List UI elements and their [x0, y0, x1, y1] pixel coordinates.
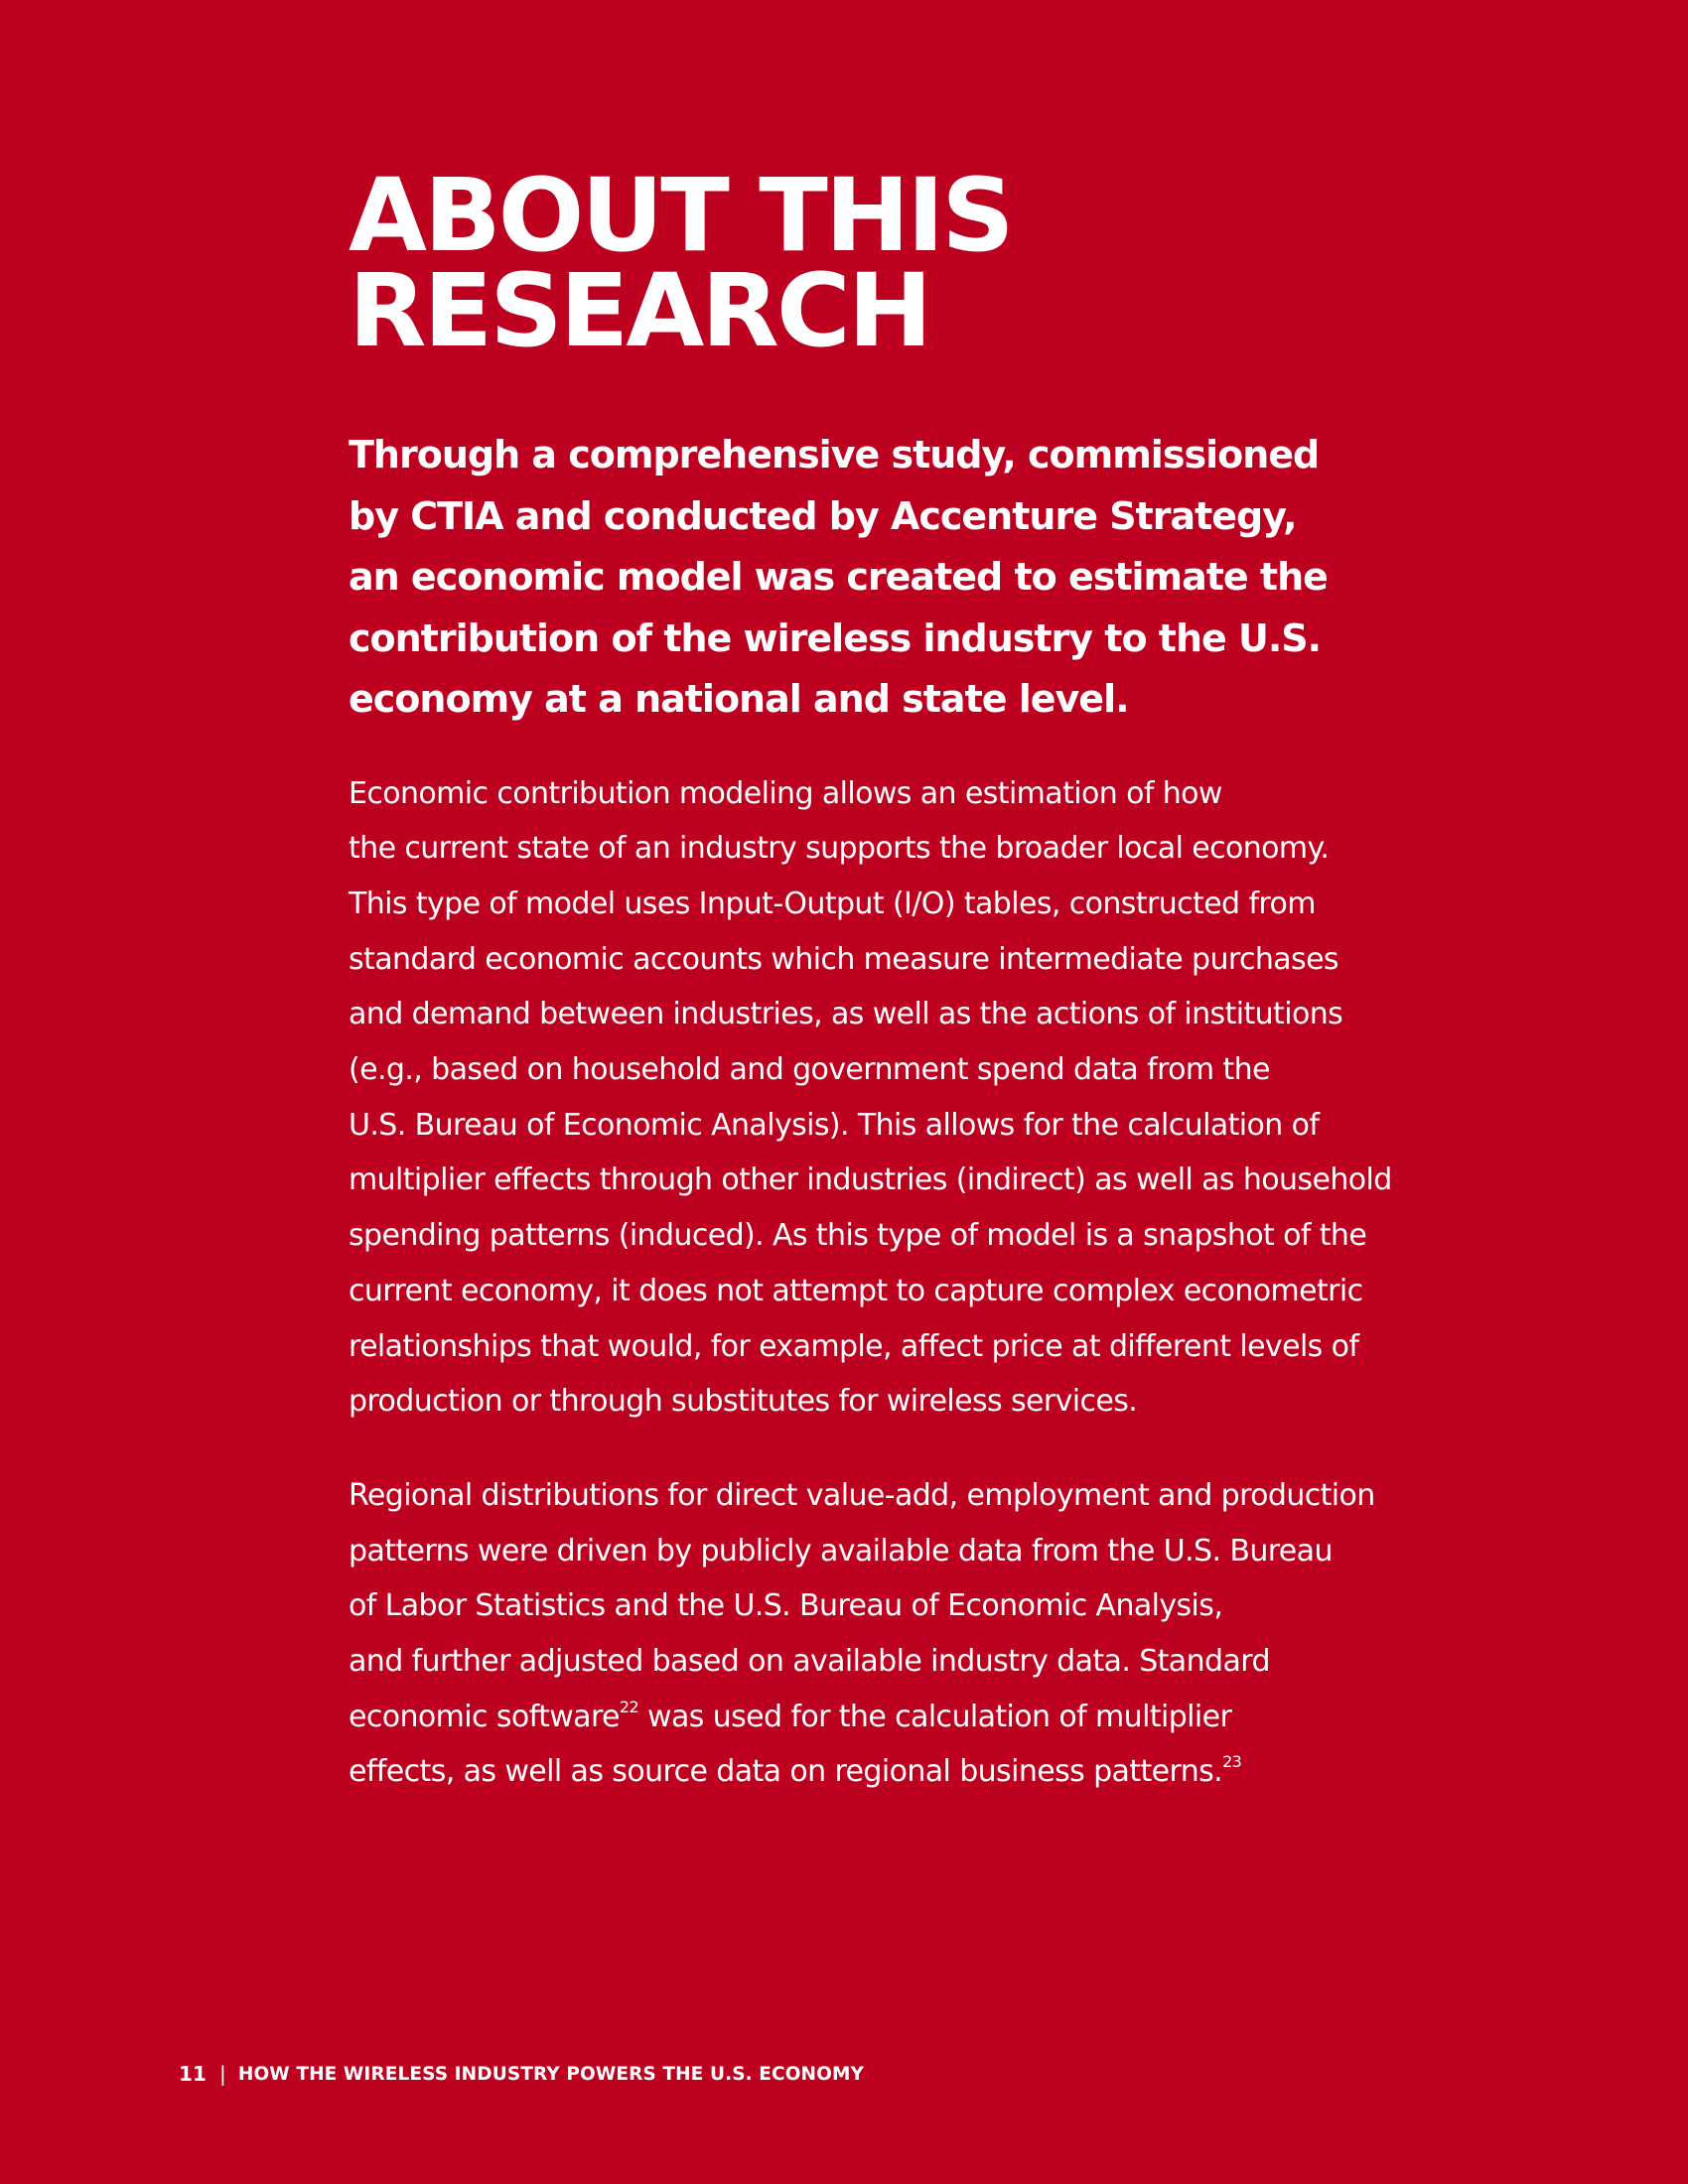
- body-line: of Labor Statistics and the U.S. Bureau of Economic Analysis,: [349, 1588, 1223, 1624]
- body-paragraph-2: [349, 1468, 1461, 1800]
- body-paragraph-1: [349, 766, 1461, 1430]
- body-line: relationships that would, for example, affect price at different levels of: [349, 1328, 1359, 1364]
- body-line: production or through substitutes for wireless services.: [349, 1384, 1138, 1420]
- lead-paragraph: [349, 425, 1461, 731]
- footer-document-title: HOW THE WIRELESS INDUSTRY POWERS THE U.S. ECONOMY: [237, 2063, 864, 2085]
- body-line-with-footnote: [349, 1744, 1461, 1800]
- body-line: multiplier effects through other industries (indirect) as well as household: [349, 1162, 1392, 1198]
- body-line: spending patterns (induced). As this type of model is a snapshot of the: [349, 1218, 1367, 1254]
- title-line: RESEARCH: [349, 252, 930, 370]
- footnote-marker-23: 23: [1222, 1752, 1242, 1772]
- lead-line: economy at a national and state level.: [349, 677, 1129, 721]
- footnote-marker-22: 22: [619, 1697, 639, 1716]
- body-line: (e.g., based on household and government spend data from the: [349, 1052, 1270, 1088]
- page-number: 11: [179, 2062, 208, 2086]
- body-text-fragment: effects, as well as source data on regional business patterns.: [349, 1754, 1223, 1790]
- body-line: This type of model uses Input-Output (I/O) tables, constructed from: [349, 886, 1316, 921]
- body-line: patterns were driven by publicly available data from the U.S. Bureau: [349, 1533, 1333, 1569]
- lead-line: by CTIA and conducted by Accenture Strategy,: [349, 493, 1297, 538]
- lead-line: Through a comprehensive study, commissioned: [349, 433, 1320, 477]
- body-line: Economic contribution modeling allows an estimation of how: [349, 775, 1222, 811]
- page-title: [349, 157, 1461, 370]
- body-line: and further adjusted based on available industry data. Standard: [349, 1644, 1270, 1680]
- lead-line: an economic model was created to estimate the: [349, 555, 1328, 599]
- body-line-with-footnote: [349, 1690, 1461, 1745]
- body-text-fragment: was used for the calculation of multiplier: [638, 1699, 1232, 1734]
- body-line: and demand between industries, as well as the actions of institutions: [349, 997, 1343, 1032]
- page-footer: [179, 2062, 864, 2086]
- body-text-fragment: economic software: [349, 1699, 620, 1734]
- lead-line: contribution of the wireless industry to the U.S.: [349, 615, 1322, 660]
- content-column: [349, 157, 1461, 1800]
- body-line: Regional distributions for direct value-add, employment and production: [349, 1477, 1375, 1513]
- body-line: current economy, it does not attempt to capture complex econometric: [349, 1273, 1363, 1308]
- title-line: ABOUT THIS: [349, 157, 1012, 275]
- body-line: U.S. Bureau of Economic Analysis). This allows for the calculation of: [349, 1107, 1320, 1143]
- footer-separator: |: [219, 2062, 226, 2086]
- body-line: the current state of an industry supports the broader local economy.: [349, 831, 1330, 867]
- body-line: standard economic accounts which measure intermediate purchases: [349, 941, 1338, 977]
